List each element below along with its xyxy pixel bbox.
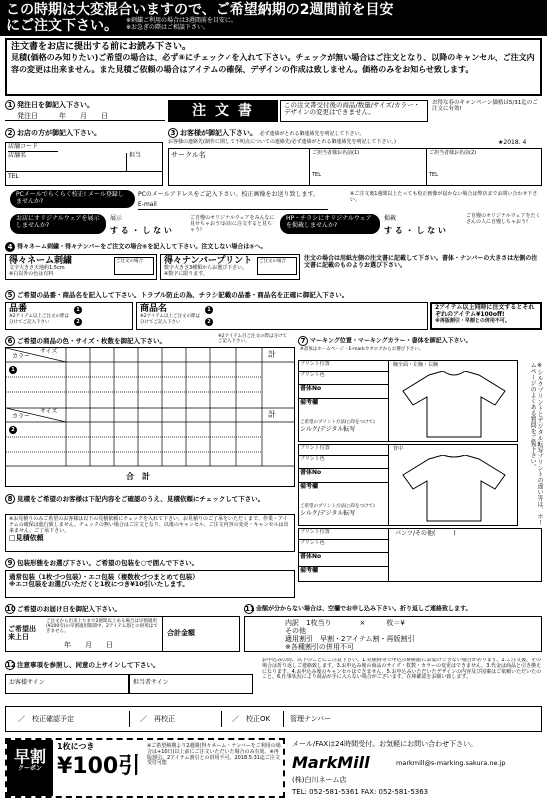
banner-note1: ※刺繍ご利用の場合は3週間前を目安に。 <box>126 17 237 24</box>
section-4-number: 4 <box>5 242 15 252</box>
intro-heading: 注文書をお店に提出する前にお読み下さい。 <box>11 42 192 52</box>
marking-block-3[interactable] <box>298 528 542 582</box>
name-embroidery-title: 得々ネーム刺繍 <box>9 256 73 266</box>
pc-mail-note: ※ご注文後1週間以上たっても校正画像が届かない場合は弊店までお問い合わせ下さい。 <box>350 191 538 203</box>
grand-total-label: 合 計 <box>126 472 150 481</box>
rep2-tel-label: TEL <box>429 172 438 178</box>
section-4-label: 得々ネーム刺繍・得々ナンバーをご注文の場合⑥を記入して下さい。注文しない場合は⑤へ。 <box>17 243 267 251</box>
mark3-pos: プリント位置 <box>299 529 388 540</box>
section-6-header <box>5 336 166 346</box>
row-bullet-1: 1 <box>9 366 17 374</box>
row-bullet-2: 2 <box>9 426 17 434</box>
section-2-header <box>5 128 101 138</box>
mark3-rem: 備考欄 <box>300 567 319 574</box>
mark2-rem: 備考欄 <box>300 483 319 490</box>
proof-ok-label: 校正OK <box>246 715 271 723</box>
circle-name-label: サークル名 <box>171 151 206 159</box>
subtotal-label-1: 計 <box>268 350 276 359</box>
mark2-method: ご希望のプリント方法(○印をつけて) <box>300 504 375 509</box>
section-6-note: ※2アイテム目ご注文の際は分けてご記入下さい。 <box>218 334 288 345</box>
size-label-1: サイズ <box>40 348 58 355</box>
coupon-sub: クーポン <box>17 765 42 773</box>
campaign-note: お得な春のキャンペーン価格は5/31迄のご注文に有効! <box>432 100 538 113</box>
customer-box <box>168 148 542 186</box>
section-1 <box>5 100 165 124</box>
rep2-field[interactable] <box>426 149 541 185</box>
mark3-pants-label: パンツ/その他( ) <box>395 530 456 537</box>
section-3-number: 3 <box>168 128 178 138</box>
proof-status-row <box>5 706 542 732</box>
size-grid[interactable] <box>6 348 294 486</box>
item-code-label: 品番 <box>9 304 28 314</box>
order-date-field[interactable]: 発注日 年 月 日 <box>5 112 165 121</box>
title-note: この注文書受付後の商品/数量/サイズ/カラー・デザインの変更はできません。 <box>280 100 428 122</box>
banner-line1: この時期は大変混合いますので、ご希望納期の2週間前を目安 <box>6 2 394 18</box>
footer-email[interactable]: markmill@s-marking.sakura.ne.jp <box>396 759 506 767</box>
section-6-number: 6 <box>5 336 15 346</box>
section-8-number: 8 <box>5 494 15 504</box>
breakdown-other: その他 <box>285 627 306 636</box>
coupon-badge <box>7 740 53 796</box>
color-label-2: カラー <box>12 413 31 420</box>
staff-sign-label: 担当者サイン <box>133 679 169 686</box>
coupon-price: ¥100引 <box>57 754 141 779</box>
promo-box <box>430 302 542 330</box>
mark3-col: プリント色 <box>299 540 388 553</box>
rep1-tel-label: TEL <box>312 172 321 178</box>
section-5-number: 5 <box>5 290 15 300</box>
rep1-label: ご担当者様お名前(1) <box>312 150 360 156</box>
coupon <box>5 738 285 798</box>
mark1-method: ご希望のプリント方法(○印をつけて) <box>300 420 375 425</box>
section-11-number: 11 <box>245 605 255 613</box>
tshirt-back-icon <box>399 455 509 523</box>
form-title: 注 文 書 <box>168 100 278 122</box>
breakdown-note: ※各種割引の併用不可 <box>285 643 354 652</box>
mark1-font: 書体No <box>299 385 388 399</box>
section-7-label: マーキング位置・マーキングカラー・書体を御記入下さい。 <box>310 337 472 345</box>
item-name-bullet-2: 2 <box>205 318 213 326</box>
reproof[interactable]: ／ 再校正 <box>132 711 222 727</box>
size-label-2: サイズ <box>40 408 58 415</box>
breakdown-box[interactable] <box>244 616 542 652</box>
name-embroidery-d2: ※白以外の色は有料 <box>9 271 54 278</box>
mark1-rem: 備考欄 <box>300 399 319 406</box>
mark2-back-label: 背中 <box>393 446 404 452</box>
promo-note: ※再版割引・早割との併用不可。 <box>435 317 510 324</box>
proof-planned-label: 校正確認予定 <box>32 715 74 723</box>
coupon-big: 早割 <box>13 747 46 766</box>
section-10-label: ご希望のお届け日を御記入下さい。 <box>17 605 121 613</box>
section-5-header <box>5 290 348 300</box>
delivery-label: ご希望出来上日 <box>8 625 36 642</box>
section-9-number: 9 <box>5 558 15 568</box>
display-pill: お店にオリジナルウェアを展示しませんか? <box>10 214 106 234</box>
packaging-note: ※エコ包装をお選びいただくと1枚につき¥10引いたします。 <box>9 580 189 589</box>
delivery-box <box>5 616 240 652</box>
customer-sign-label: お客様サイン <box>9 679 45 686</box>
section-8-label: 見積をご希望のお客様は下記内容をご確認のうえ、見積依頼にチェックして下さい。 <box>17 495 265 503</box>
hp-option[interactable]: す る ・ し な い <box>384 226 446 235</box>
marking-block-2[interactable] <box>298 444 518 526</box>
mark1-silk: シルク/デジタル転写 <box>300 426 356 434</box>
mark2-col: プリント色 <box>299 456 388 469</box>
section-7-header <box>298 336 472 346</box>
customer-sign-field[interactable] <box>5 674 129 694</box>
section-11-header <box>244 604 472 614</box>
email-label: E-mail <box>138 201 157 208</box>
hp-label: 掲載 <box>384 215 397 222</box>
store-box <box>5 142 163 186</box>
mark2-font: 書体No <box>299 469 388 483</box>
size-table <box>5 347 295 487</box>
section-2-number: 2 <box>5 128 15 138</box>
subtotal-label-2: 計 <box>268 410 276 419</box>
tshirt-front-icon <box>399 371 509 439</box>
display-note: ご自慢のオリジナルウェアをみんなに見せちゃおう!お店に注文すると見ちゃう! <box>190 215 275 233</box>
proof-ok[interactable]: ／ 校正OK <box>224 711 284 727</box>
item-name-note: ※2アイテム以上ご注文の際は分けてご記入下さい <box>140 314 201 325</box>
delivery-note: ご注文から出来上りまで2週間以上ある場合は早割適用(¥100引)の早割適用期間中、2アイテム割との併用はできません。 <box>46 619 158 635</box>
intro-notice <box>5 38 542 96</box>
mark1-pos: プリント位置 <box>299 361 388 372</box>
section-9-header <box>5 558 198 568</box>
section-2-label: お店の方が御記入下さい。 <box>17 129 101 137</box>
color-label-1: カラー <box>12 353 31 360</box>
section-7-note: ※書体はホームページ・E-markカタログからお選び下さい。 <box>300 347 424 352</box>
rep2-label: ご担当者様お名前(2) <box>429 150 477 156</box>
item-code-bullet-1: 1 <box>74 306 82 314</box>
email-field[interactable] <box>138 202 328 210</box>
marking-block-1[interactable] <box>298 360 518 442</box>
store-code-label: 店舗コード <box>8 144 58 152</box>
section-12-header <box>5 660 160 670</box>
section-3-label: お客様が御記入下さい。 <box>180 129 257 137</box>
name-embroidery-d1: 文字大きさ天地約1.5cm <box>9 265 65 272</box>
section-3-header <box>168 128 364 138</box>
section-1-number: 1 <box>5 100 15 110</box>
banner-note2: ※お急ぎの際はご相談下さい。 <box>126 23 210 31</box>
section-6-label: ご希望の商品の色・サイズ・枚数を御記入下さい。 <box>17 337 166 345</box>
number-print-d1: 数字大きさ3種類からお選び下さい。 <box>164 265 248 272</box>
section-4-header <box>5 242 266 252</box>
store-name-label: 店舗名 <box>8 152 27 159</box>
staff-label: 担当 <box>129 152 142 159</box>
name-embroidery-count-label: ご注文の場合 <box>116 259 143 264</box>
store-tel-label: TEL <box>8 173 19 180</box>
display-label: 展示 <box>110 215 123 222</box>
coupon-note: ※ご希望納期より2週間(得々ネーム・ナンバーをご利用の場合は+10日)以上前にご注文いただいた場合のみ有効。※再版割引、2アイテム割引との併用不可。2018.5.31迄ご注文受付可能 <box>147 743 281 767</box>
staff-sign-field[interactable] <box>129 674 253 694</box>
hp-note: ご自慢のオリジナルウェアをたくさんの人に自慢しちゃおう! <box>466 213 541 225</box>
staff-field[interactable] <box>126 153 162 171</box>
section-10-header <box>5 604 121 614</box>
mark1-front-label: 胸全面・左胸・右胸 <box>393 362 439 368</box>
proof-planned[interactable]: ／ 校正確認予定 <box>10 711 130 727</box>
reproof-label: 再校正 <box>154 715 175 723</box>
section-8-header <box>5 494 295 504</box>
name-embroidery-count[interactable] <box>114 257 154 275</box>
hp-pill: HP・チラシにオリジナルウェアを掲載しませんか? <box>280 214 380 234</box>
mark2-silk: シルク/デジタル転写 <box>300 510 356 518</box>
section-9-label: 包装形態をお選び下さい。ご希望の包装を○で囲んで下さい。 <box>17 559 199 567</box>
section-3-note: 必ず連絡がとれる御連絡先を明記して下さい。 <box>259 131 365 137</box>
promo-text: 2アイテム以上同時に注文するとそれぞれのアイテム¥100off! <box>435 304 535 318</box>
brand-logo: MarkMill <box>292 753 370 772</box>
marking-side-note: ※シルクプリントとデジタル転写プリントの違い等は、ホームページのよくある質問をご覧下さい。 <box>529 362 543 525</box>
coupon-per: 1枚につき <box>57 742 95 751</box>
manage-number-label: 管理ナンバー <box>290 715 332 723</box>
section-10-number: 10 <box>6 605 16 613</box>
item-code-bullet-2: 2 <box>74 318 82 326</box>
section-5-label: ご希望の品番・商品名を記入して下さい。トラブル防止の為、チラシ記載の品番・商品名を正確に御記入下さい。 <box>17 291 349 299</box>
year-mark: ★2018. 4 <box>498 139 527 146</box>
section-12-label: 注意事項を参照し、同意の上サインして下さい。 <box>17 661 160 669</box>
number-print-d2: ※数字に限ります。 <box>164 271 208 278</box>
pc-mail-desc: PCのメールアドレスをご記入下さい。校正画像をお送り致します。 <box>138 191 320 198</box>
mark3-font: 書体No <box>299 553 388 567</box>
circle-name-field[interactable] <box>169 149 309 185</box>
section-3-sub: お客様の連絡先(制作に関して不明点についての連絡先/必ず連絡がとれる御連絡先を明記して下さい。) <box>168 139 396 145</box>
footer-head: メール/FAXは24時間受付。お気軽にお問い合わせ下さい。 <box>292 740 478 748</box>
pc-mail-pill: PCメールでらくらく校正! メール登録しませんか? <box>10 190 135 208</box>
total-amount-label: 合計金額 <box>162 617 240 651</box>
breakdown-line: 内訳 1枚当り × 枚＝¥ <box>285 619 405 627</box>
display-option[interactable]: す る ・ し な い <box>110 226 172 235</box>
name-embroidery-box <box>5 254 157 280</box>
estimate-checkbox[interactable]: □見積依頼 <box>9 534 44 543</box>
number-print-title: 得々ナンバープリント <box>164 256 253 266</box>
urgent-banner <box>0 0 547 36</box>
number-print-count-label: ご注文の場合 <box>259 259 286 264</box>
number-print-box <box>160 254 300 280</box>
section-11-label: 金額が分からない場合は、空欄でお申し込み下さい。折り返しご連絡致します。 <box>256 605 472 613</box>
item-name-bullet-1: 1 <box>205 306 213 314</box>
terms-notes: お申込みの際、以下のことにご注意下さい。1.見積時等で申込の納期前にお届けできない場合があります。2.ご注文後、その場合は折り返しご連絡致します。3.お申込み後の商品のサイズ・枚数・カラーの変更はできません。3.代金は商品と引き換えになります。4.お申込み後のキャンセルはできません。5.お申込みいただいたデザインの内容及び図案はご依頼いただいたのこと。6.仕事状況により商品が手に入らない場合がございます。在庫確認をお願い致します。 <box>262 658 542 681</box>
footer-tel: TEL: 052-581-5361 FAX: 052-581-5363 <box>292 788 429 796</box>
estimate-box <box>5 514 295 552</box>
packaging-options: 通常包装（1枚づつ包装）・エコ包装（複数枚づつまとめて包装） <box>9 573 199 581</box>
packaging-box[interactable] <box>5 570 295 598</box>
rep1-field[interactable] <box>309 149 426 185</box>
mark2-pos: プリント位置 <box>299 445 388 456</box>
item-code-box[interactable] <box>5 302 133 330</box>
store-tel-field[interactable] <box>6 171 162 185</box>
section-1-label: 発注日を御記入下さい。 <box>17 101 94 109</box>
footer-company: (株)白川ネーム店 <box>292 776 347 784</box>
item-name-label: 商品名 <box>140 304 168 314</box>
delivery-date-field[interactable]: 年 月 日 <box>64 641 113 649</box>
store-name-field[interactable] <box>8 153 126 171</box>
section-4-note: 注文の場合は用紙左側の注文書に記載して下さい。書体・ナンバーの大きさは左側の注文書に記載のものよりお選び下さい。 <box>304 255 538 269</box>
item-code-note: ※2アイテム以上ご注文の際は分けてご記入下さい <box>9 314 70 325</box>
item-name-box[interactable] <box>136 302 428 330</box>
banner-line2: にご注文下さい。 <box>6 18 118 34</box>
number-print-count[interactable] <box>257 257 297 275</box>
breakdown-apply: 適用割引 早割・2アイテム割・再版割引 <box>285 635 415 644</box>
estimate-body: ※お見積りのみご希望のお客様は以下の見積依頼にチェックを入れて下さい。お見積りのご了承をいただくまで、作業・アイテムの確保は進行致しません。チェックの無い場合はご注文となり、以後のキャンセル、ご注文内容の変更・キャンセルは出来ません。ご了承下さい。 <box>9 516 289 534</box>
section-7-number: 7 <box>298 336 308 346</box>
intro-body: 見積(価格のみ知りたい)ご希望の場合は、必ず⑧にチェック✓を入れて下さい。チェックが無い場合はご注文となり、以降のキャンセル、ご注文内容の変更は出来ません。また見積ご依頼の場合はアイテムの確保、デザインの作成は致しません。価格のみをお知らせ致します。 <box>11 53 535 75</box>
section-12-number: 12 <box>6 661 16 669</box>
mark1-col: プリント色 <box>299 372 388 385</box>
